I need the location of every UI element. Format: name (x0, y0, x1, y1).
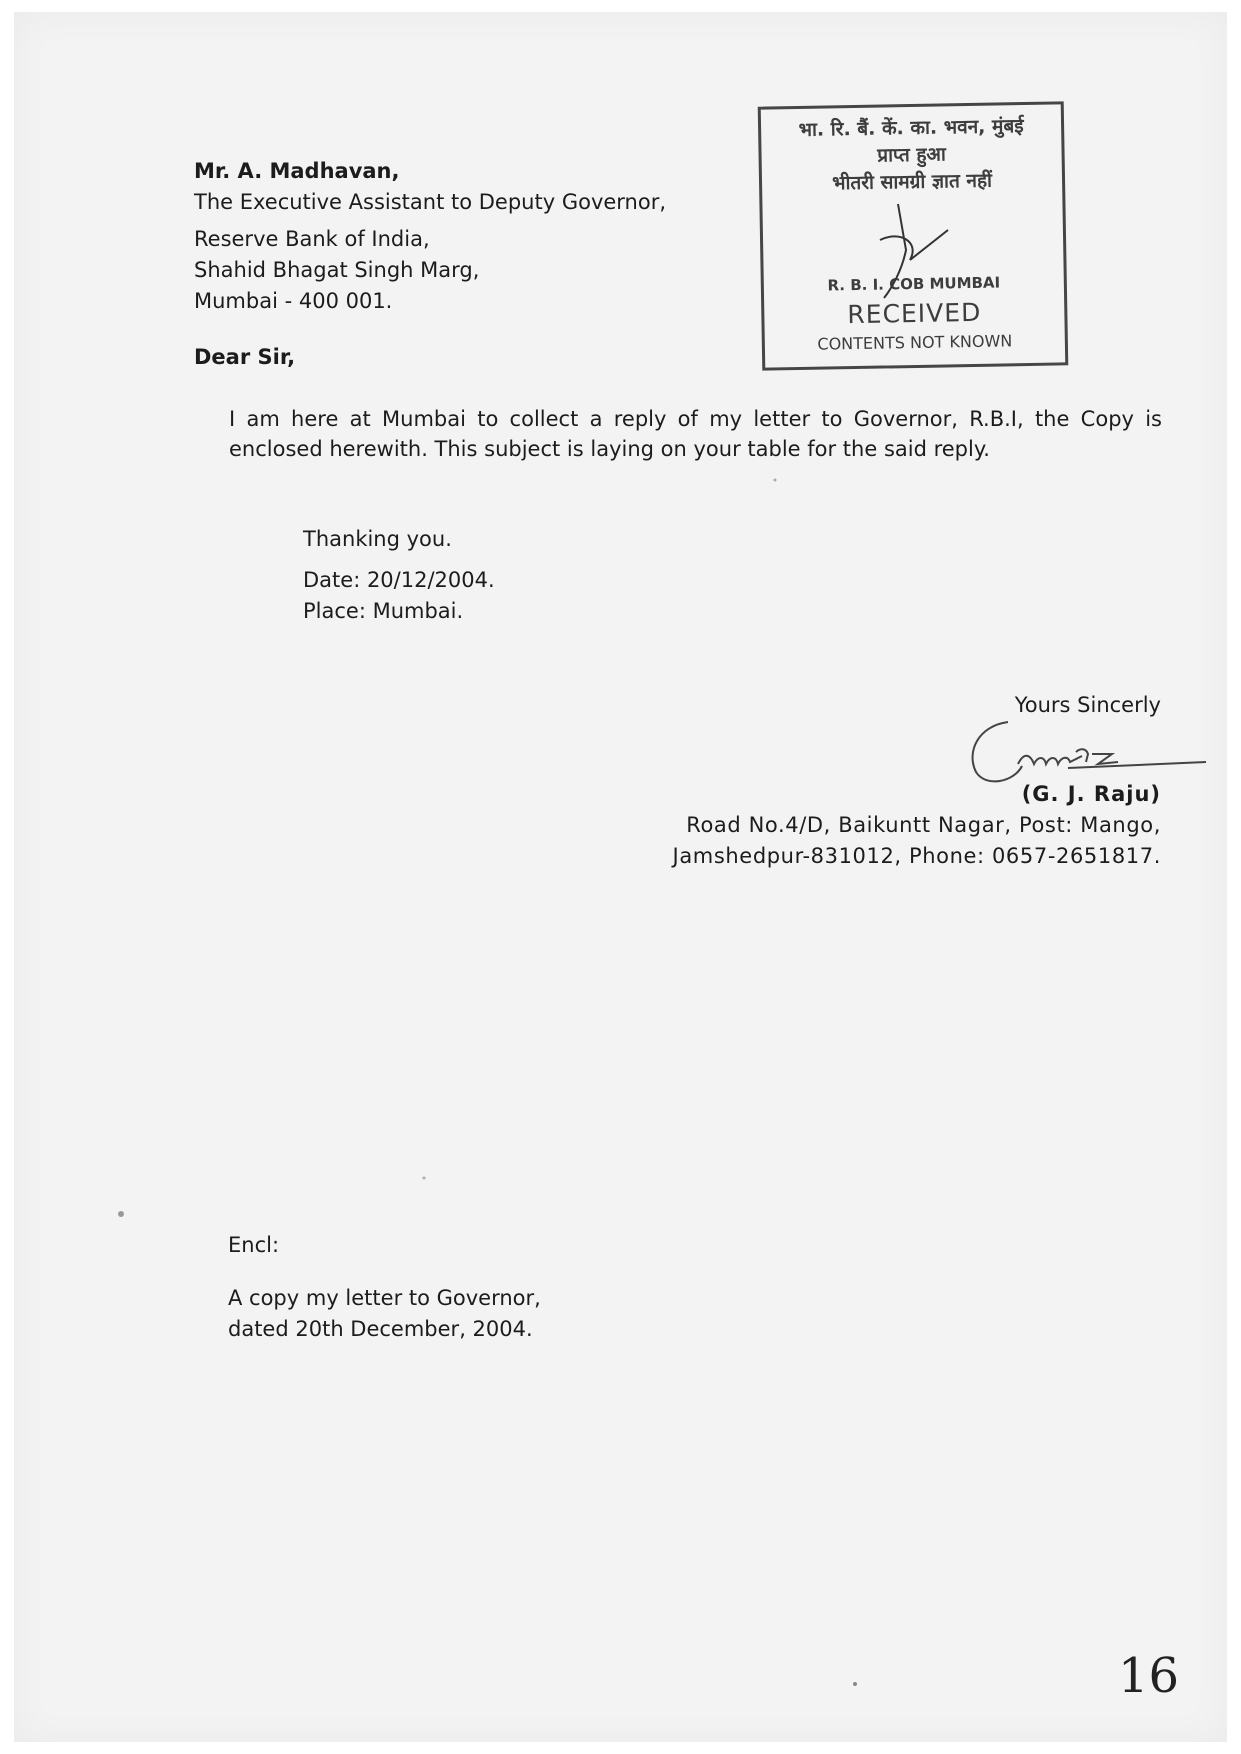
enclosure-block (228, 1230, 541, 1345)
stamp-hindi-line-1: भा. रि. बैं. कें. का. भवन, मुंबई (798, 115, 1024, 141)
recipient-city: Mumbai - 400 001. (194, 289, 393, 313)
valediction: Yours Sincerly (1014, 693, 1161, 717)
stamp-contents: CONTENTS NOT KNOWN (817, 331, 1013, 354)
address-line-1: Road No.4/D, Baikuntt Nagar, Post: Mango, (686, 813, 1161, 837)
recipient-name: Mr. A. Madhavan, (194, 159, 400, 183)
stamp-received: RECEIVED (847, 297, 982, 330)
stamp-office: R. B. I. COB MUMBAI (827, 273, 1001, 295)
stamp-hindi-line-3: भीतरी सामग्री ज्ञात नहीं (831, 169, 993, 195)
recipient-org: Reserve Bank of India, (194, 227, 430, 251)
place-line: Place: Mumbai. (303, 599, 464, 623)
closing-block (303, 524, 495, 627)
stamp-hindi-line-2: प्राप्त हुआ (877, 143, 947, 167)
recipient-title: The Executive Assistant to Deputy Governor, (194, 190, 667, 214)
recipient-address (194, 156, 666, 317)
enclosure-label: Encl: (228, 1233, 280, 1257)
enclosure-line-1: A copy my letter to Governor, (228, 1286, 541, 1310)
recipient-street: Shahid Bhagat Singh Marg, (194, 258, 480, 282)
handwritten-signature (958, 712, 1208, 792)
salutation: Dear Sir, (194, 345, 296, 369)
sender-address (673, 810, 1161, 872)
thanks-line: Thanking you. (303, 527, 452, 551)
page-number: 16 (1118, 1648, 1180, 1704)
date-line: Date: 20/12/2004. (303, 568, 495, 592)
body-paragraph: I am here at Mumbai to collect a reply of my letter to Governor, R.B.I, the Copy is enclosed herewith. This subject is laying on your table for the said reply. (229, 407, 1162, 461)
enclosure-line-2: dated 20th December, 2004. (228, 1317, 533, 1341)
stamp-initials (840, 200, 960, 310)
address-line-2: Jamshedpur-831012, Phone: 0657-2651817. (672, 844, 1161, 868)
sender-name: (G. J. Raju) (1021, 782, 1161, 806)
